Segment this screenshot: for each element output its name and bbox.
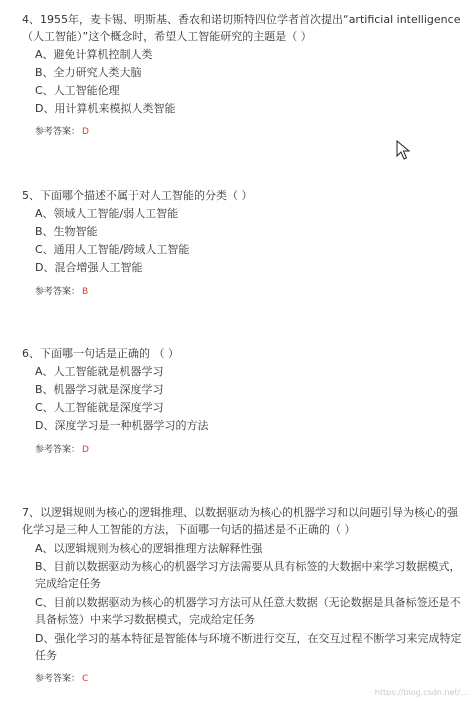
option-c: C、目前以数据驱动为核心的机器学习方法可从任意大数据（无论数据是具备标签还是不具备标签）中来学习数据模式，完成给定任务 xyxy=(35,596,461,626)
answer-line xyxy=(35,444,89,456)
option-b: B、全力研究人类大脑 xyxy=(35,66,142,79)
answer-line xyxy=(35,673,88,685)
answer-label: 参考答案： xyxy=(35,445,81,455)
option-d: D、用计算机来模拟人类智能 xyxy=(35,102,176,115)
question-stem: 7、以逻辑规则为核心的逻辑推理、以数据驱动为核心的机器学习和以问题引导为核心的强化学习是三种人工智能的方法，下面哪一句话的描述是不正确的（ ） xyxy=(22,506,458,536)
answer-value: C xyxy=(82,674,89,684)
answer-value: B xyxy=(82,287,89,297)
answer-line xyxy=(35,126,89,138)
option-c: C、人工智能伦理 xyxy=(35,84,120,97)
option-c: C、通用人工智能/跨域人工智能 xyxy=(35,243,190,256)
option-d: D、强化学习的基本特征是智能体与环境不断进行交互，在交互过程不断学习来完成特定任务 xyxy=(35,632,462,662)
question-stem: 4、1955年，麦卡锡、明斯基、香农和诺切斯特四位学者首次提出“artificial intelligence（人工智能）”这个概念时，希望人工智能研究的主题是（ ） xyxy=(22,13,461,43)
option-a: A、避免计算机控制人类 xyxy=(35,48,153,61)
question-stem: 6、下面哪一句话是正确的 （ ） xyxy=(22,347,179,360)
option-a: A、以逻辑规则为核心的逻辑推理方法解释性强 xyxy=(35,542,263,555)
watermark: https://blog.csdn.net/... xyxy=(374,688,468,697)
question-stem: 5、下面哪个描述不属于对人工智能的分类（ ） xyxy=(22,189,253,202)
option-a: A、领域人工智能/弱人工智能 xyxy=(35,207,179,220)
answer-value: D xyxy=(82,127,89,137)
mouse-cursor-icon xyxy=(396,140,410,160)
answer-line xyxy=(35,286,88,298)
option-b: B、生物智能 xyxy=(35,225,98,238)
option-b: B、机器学习就是深度学习 xyxy=(35,383,164,396)
answer-value: D xyxy=(82,445,89,455)
option-d: D、深度学习是一种机器学习的方法 xyxy=(35,419,209,432)
option-a: A、人工智能就是机器学习 xyxy=(35,365,164,378)
option-c: C、人工智能就是深度学习 xyxy=(35,401,164,414)
option-b: B、目前以数据驱动为核心的机器学习方法需要从具有标签的大数据中来学习数据模式，完成给定任务 xyxy=(35,560,461,590)
option-d: D、混合增强人工智能 xyxy=(35,261,143,274)
answer-label: 参考答案： xyxy=(35,287,81,297)
answer-label: 参考答案： xyxy=(35,127,81,137)
answer-label: 参考答案： xyxy=(35,674,81,684)
